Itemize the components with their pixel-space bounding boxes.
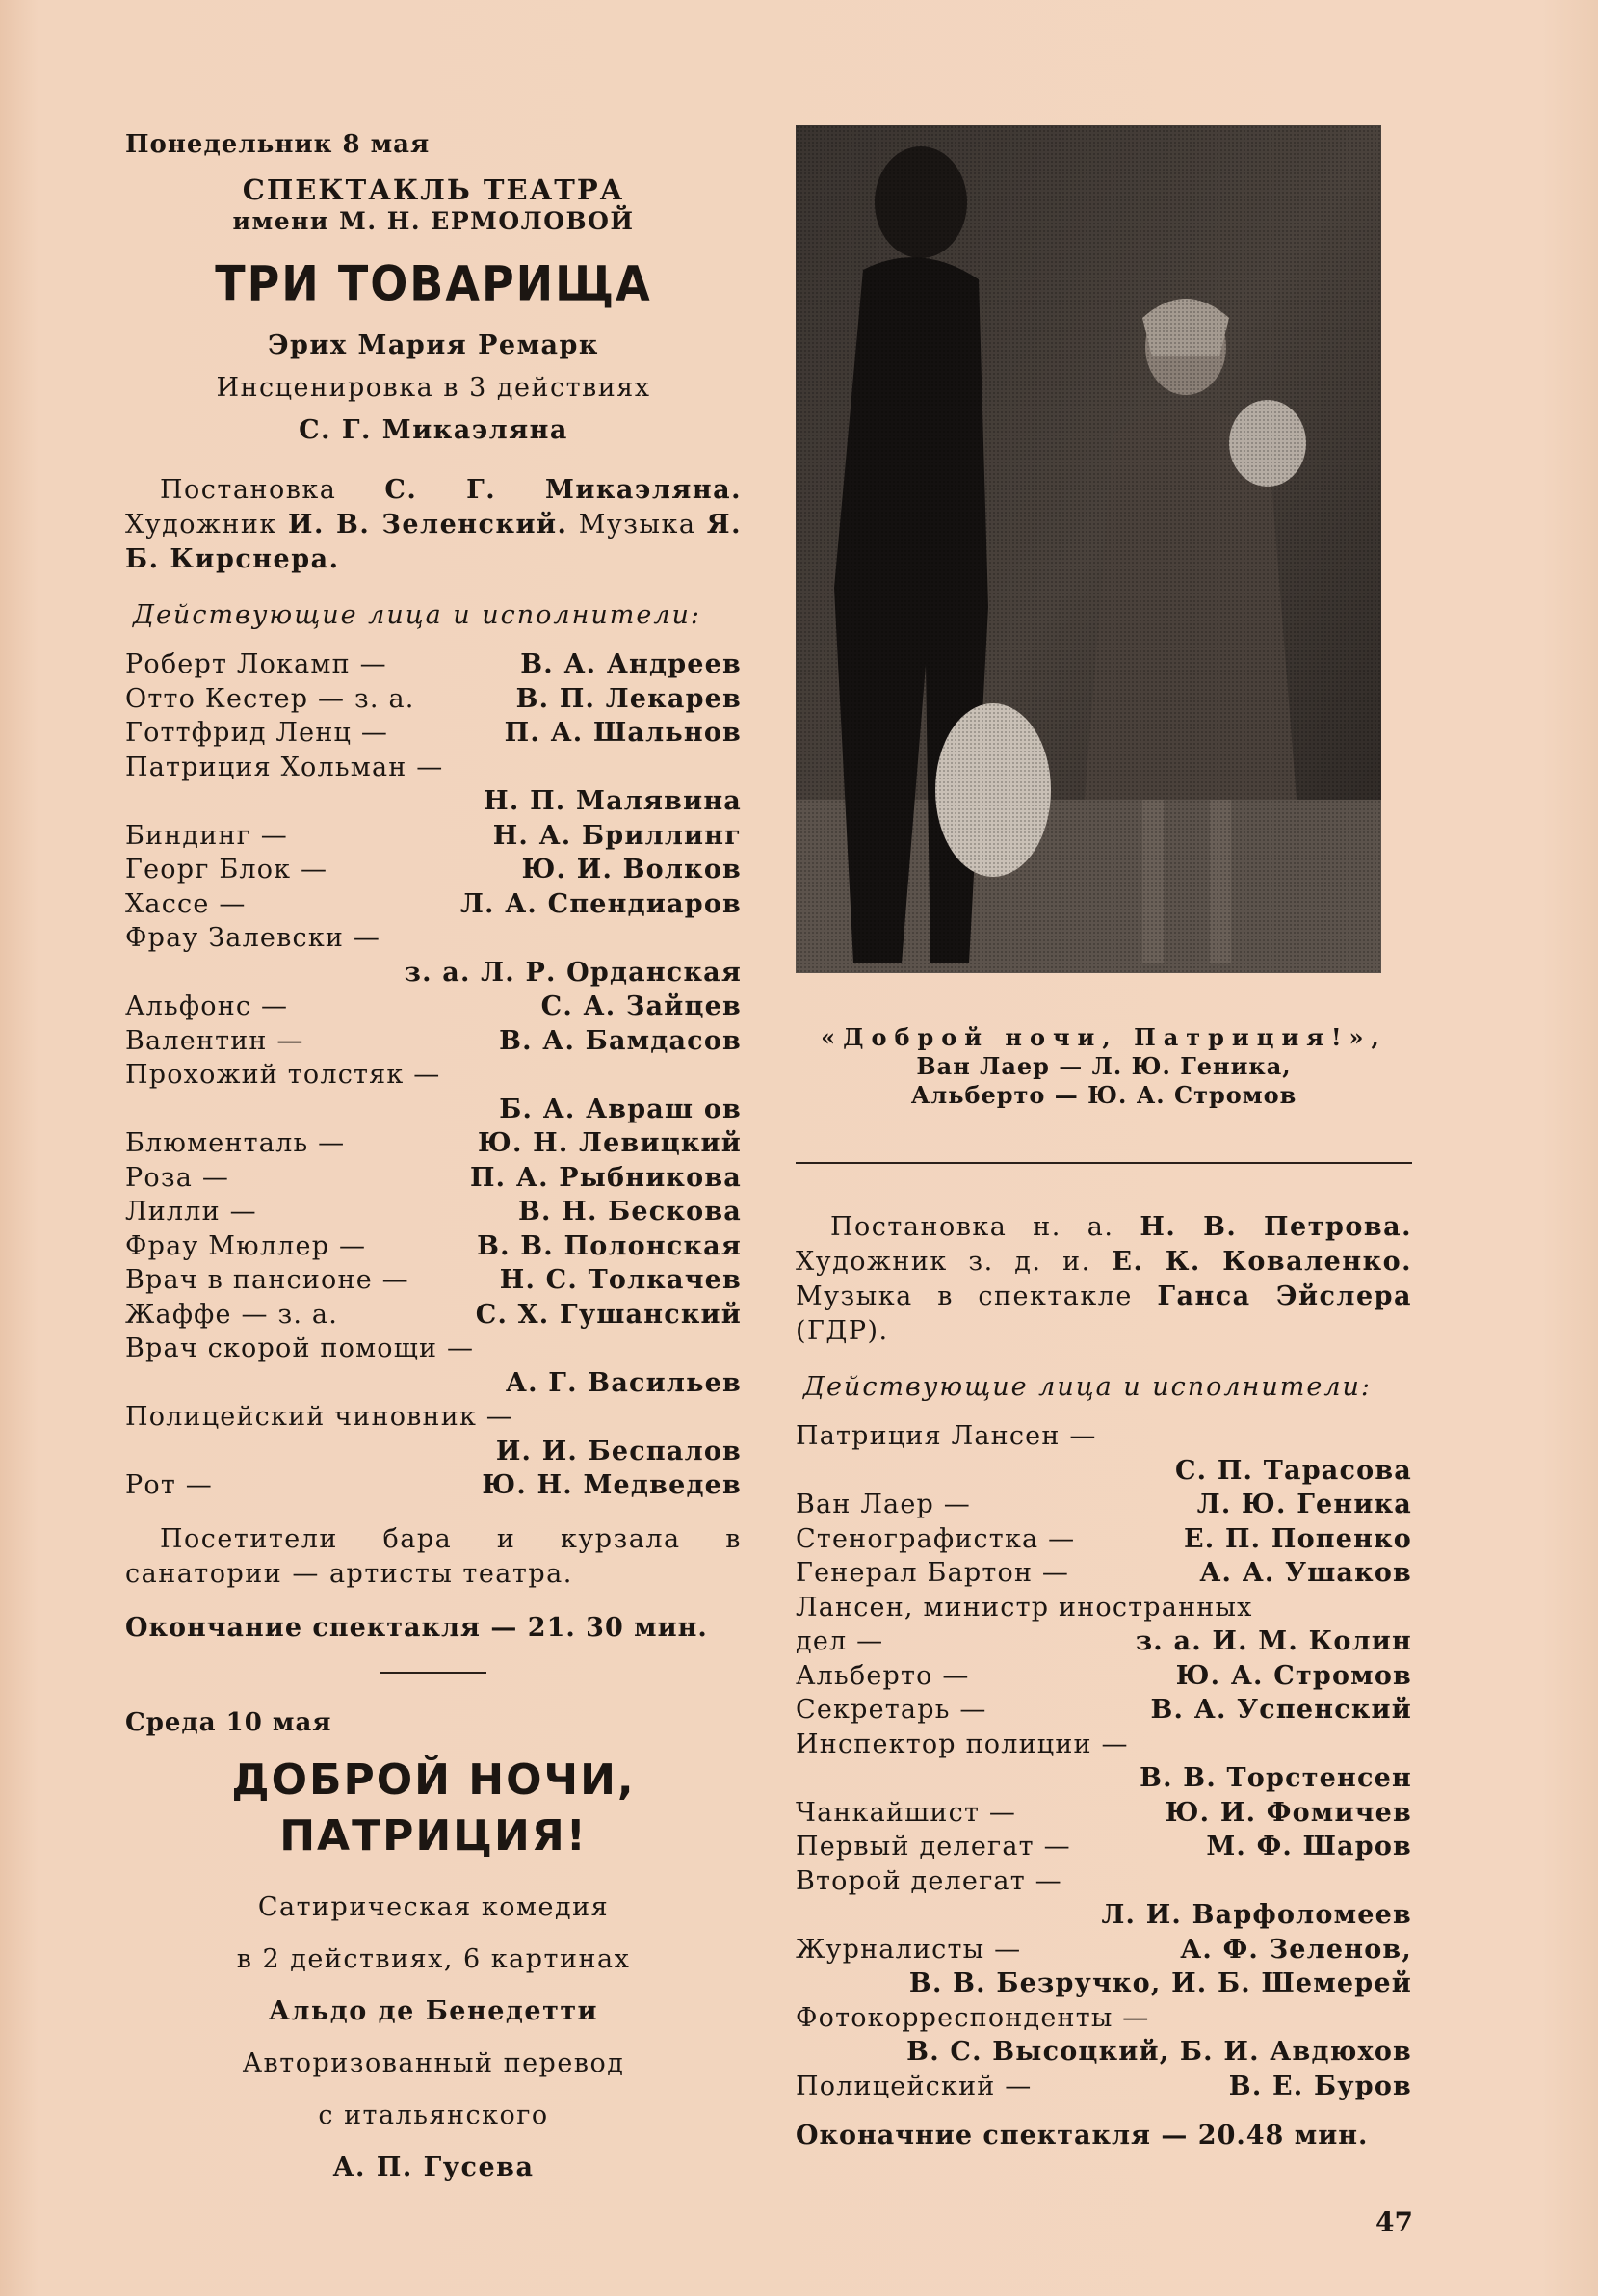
- play-translator: А. П. Гусева: [332, 2151, 535, 2182]
- cast-role: Лансен, министр иностранных: [796, 1592, 1253, 1623]
- end-time: Окончание спектакля — 21. 30 мин.: [125, 1612, 708, 1643]
- cast-actor: А. А. Ушаков: [1199, 1558, 1412, 1588]
- cast-actor: П. А. Шальнов: [504, 718, 742, 748]
- cast-actor: Ю. И. Волков: [521, 855, 742, 884]
- cast-role: Патриция Лансен —: [796, 1421, 1097, 1451]
- credits-text: Постановка: [160, 475, 385, 505]
- cast-actor: Ю. А. Стромов: [1175, 1660, 1412, 1691]
- cast-row: [125, 751, 742, 785]
- credits-text: (ГДР).: [796, 1316, 889, 1346]
- play-translation: Авторизованный перевод: [242, 2047, 625, 2078]
- cast-heading: Действующие лица и исполнители:: [803, 1372, 1373, 1402]
- cast-actor: В. Н. Бескова: [518, 1197, 742, 1227]
- play-author: Альдо де Бенедетти: [268, 1995, 599, 2026]
- play-title-line-2: ПАТРИЦИЯ!: [279, 1810, 588, 1861]
- cast-role: Полицейский чиновник —: [125, 1402, 514, 1432]
- cast-role: Чанкайшист —: [796, 1797, 1017, 1828]
- cast-actor: А. Ф. Зеленов,: [1180, 1934, 1412, 1965]
- cast-row: [796, 2001, 1412, 2036]
- cast-actor: В. А. Бамдасов: [499, 1025, 742, 1056]
- credits-director: Н. В. Петрова.: [1140, 1212, 1412, 1242]
- end-time: Оконачние спектакля — 20.48 мин.: [796, 2121, 1369, 2151]
- cast-row: [796, 1864, 1412, 1899]
- cast-actor: П. А. Рыбникова: [469, 1162, 742, 1193]
- cast-role: Фрау Мюллер —: [125, 1230, 367, 1261]
- cast-row: [796, 1830, 1412, 1864]
- cast-row: [125, 647, 742, 682]
- extras-text: Посетители бара и курзала в санатории — артисты театра.: [125, 1523, 742, 1589]
- cast-role: Прохожий толстяк —: [125, 1060, 441, 1090]
- cast-actor: Л. И. Варфоломеев: [1101, 1900, 1412, 1930]
- cast-actor: В. В. Безручко, И. Б. Шемерей: [908, 1968, 1412, 1998]
- cast-row: [796, 1761, 1412, 1796]
- cast-role: Фотокорреспонденты —: [796, 2002, 1150, 2033]
- cast-row: [125, 1468, 742, 1503]
- cast-row: [125, 1332, 742, 1366]
- play-title-three-comrades: ТРИ ТОВАРИЩА: [215, 254, 652, 312]
- cast-row: [125, 956, 742, 990]
- cast-actor: з. а. И. М. Колин: [1135, 1626, 1412, 1656]
- credits-text: Художник: [125, 510, 289, 540]
- cast-row: [125, 1161, 742, 1196]
- cast-actor: Л. Ю. Геника: [1196, 1490, 1412, 1519]
- cast-actor: М. Ф. Шаров: [1206, 1832, 1412, 1861]
- cast-row: [125, 819, 742, 854]
- cast-row: [796, 1796, 1412, 1831]
- cast-role: Биндинг —: [125, 820, 288, 851]
- caption-line-3: Альберто — Ю. А. Стромов: [910, 1081, 1297, 1109]
- cast-actor: Е. П. Попенко: [1184, 1523, 1412, 1554]
- cast-role: Блюменталь —: [125, 1128, 346, 1158]
- cast-row: [125, 1366, 742, 1401]
- cast-row: [125, 887, 742, 922]
- cast-actor: Н. П. Малявина: [484, 786, 742, 816]
- cast-actor: С. П. Тарасова: [1174, 1455, 1412, 1486]
- cast-row: [125, 1093, 742, 1127]
- cast-row: [125, 716, 742, 751]
- cast-row: [796, 1933, 1412, 1967]
- cast-actor: Ю. И. Фомичев: [1165, 1797, 1412, 1828]
- cast-role: Готтфрид Ленц —: [125, 718, 389, 748]
- play-title-line-1: ДОБРОЙ НОЧИ,: [231, 1755, 636, 1805]
- cast-role: Патриция Хольман —: [125, 752, 444, 782]
- cast-role: Альфонс —: [125, 991, 289, 1021]
- right-column: [796, 125, 1412, 2151]
- credits-paragraph: [125, 473, 742, 577]
- cast-role: Полицейский —: [796, 2071, 1033, 2101]
- play-adapter: С. Г. Микаэляна: [299, 415, 568, 445]
- cast-row: [796, 1624, 1412, 1659]
- cast-actor: И. И. Беспалов: [495, 1436, 742, 1466]
- cast-row: [796, 2035, 1412, 2070]
- credits-text: Музыка: [567, 510, 707, 540]
- cast-role: дел —: [796, 1626, 884, 1656]
- cast-role: Отто Кестер — з. а.: [125, 683, 415, 714]
- cast-actor: Н. А. Бриллинг: [492, 820, 742, 851]
- cast-actor: А. Г. Васильев: [505, 1367, 742, 1398]
- theatre-line-1: СПЕКТАКЛЬ ТЕАТРА: [242, 173, 625, 206]
- cast-actor: В. Е. Буров: [1228, 2071, 1412, 2101]
- cast-row: [125, 1298, 742, 1333]
- cast-actor: Ю. Н. Левицкий: [478, 1128, 742, 1158]
- play-title-good-night-patricia: [125, 1753, 742, 1864]
- cast-actor: В. П. Лекарев: [515, 683, 742, 714]
- cast-actor: В. В. Полонская: [477, 1230, 742, 1261]
- cast-row: [796, 1556, 1412, 1591]
- credits-designer: И. В. Зеленский.: [288, 510, 568, 540]
- photo-caption: [796, 1023, 1412, 1110]
- cast-row: [796, 1898, 1412, 1933]
- play-genre: Сатирическая комедия: [257, 1891, 610, 1922]
- cast-row: [125, 682, 742, 717]
- cast-actor: Л. А. Спендиаров: [459, 888, 742, 919]
- cast-role: Жаффе — з. а.: [125, 1299, 339, 1330]
- cast-row: [796, 1419, 1412, 1454]
- cast-role: Генерал Бартон —: [796, 1558, 1070, 1588]
- cast-role: Лилли —: [125, 1197, 257, 1227]
- cast-role: Хассе —: [125, 888, 247, 919]
- cast-role: Валентин —: [125, 1025, 304, 1056]
- cast-role: Ван Лаер —: [796, 1490, 971, 1519]
- cast-row: [796, 1728, 1412, 1762]
- cast-row: [125, 1195, 742, 1229]
- cast-role: Врач в пансионе —: [125, 1265, 409, 1295]
- cast-row: [125, 1435, 742, 1469]
- cast-role: Альберто —: [796, 1660, 970, 1691]
- cast-row: [796, 1488, 1412, 1522]
- production-photo: [796, 125, 1381, 973]
- cast-role: Журналисты —: [796, 1934, 1022, 1965]
- credits-paragraph: [796, 1210, 1412, 1349]
- credits-text: Музыка в спектакле: [796, 1281, 1158, 1311]
- play-translation-from: с итальянского: [318, 2099, 549, 2130]
- cast-list: [796, 1419, 1412, 2103]
- cast-row: [796, 2070, 1412, 2104]
- caption-line-2: Ван Лаер — Л. Ю. Геника,: [916, 1052, 1292, 1080]
- cast-heading: Действующие лица и исполнители:: [133, 600, 702, 630]
- cast-role: Рот —: [125, 1470, 213, 1500]
- credits-director: С. Г. Микаэляна.: [384, 475, 742, 505]
- cast-row: [796, 1693, 1412, 1728]
- play-acts: в 2 действиях, 6 картинах: [236, 1943, 631, 1974]
- cast-role: Георг Блок —: [125, 855, 328, 884]
- cast-actor: з. а. Л. Р. Орданская: [404, 957, 742, 988]
- cast-row: [796, 1591, 1412, 1625]
- cast-list: [125, 647, 742, 1503]
- cast-actor: В. А. Андреев: [520, 649, 742, 679]
- cast-role: Фрау Залевски —: [125, 923, 381, 953]
- cast-actor: В. С. Высоцкий, Б. И. Авдюхов: [906, 2037, 1412, 2067]
- cast-row: [125, 1229, 742, 1264]
- cast-row: [125, 1263, 742, 1298]
- credits-text: Художник з. д. и.: [796, 1247, 1113, 1277]
- credits-designer: Е. К. Коваленко.: [1112, 1247, 1412, 1277]
- cast-row: [796, 1966, 1412, 2001]
- credits-composer: Ганса Эйслера: [1157, 1281, 1412, 1311]
- cast-role: Врач скорой помощи —: [125, 1333, 475, 1363]
- theatre-line-2: имени М. Н. ЕРМОЛОВОЙ: [232, 207, 635, 235]
- cast-row: [125, 1058, 742, 1093]
- credits-text: Постановка н. а.: [830, 1212, 1140, 1242]
- cast-actor: С. Х. Гушанский: [475, 1299, 742, 1330]
- left-column: [125, 130, 742, 2194]
- cast-role: Роза —: [125, 1162, 230, 1193]
- day-heading-monday: Понедельник 8 мая: [125, 130, 431, 159]
- cast-role: Роберт Локамп —: [125, 649, 387, 679]
- play-adaptation: Инсценировка в 3 действиях: [216, 373, 651, 403]
- photo-illustration: [796, 125, 1381, 973]
- cast-actor: В. А. Успенский: [1150, 1695, 1412, 1725]
- caption-line-1: «Доброй ночи, Патриция!»,: [821, 1023, 1387, 1051]
- cast-role: Инспектор полиции —: [796, 1729, 1129, 1759]
- cast-row: [125, 853, 742, 887]
- cast-actor: Ю. Н. Медведев: [482, 1470, 742, 1500]
- credits-composer: Я. Б. Кирснера.: [125, 510, 743, 574]
- page-number: 47: [1375, 2206, 1413, 2238]
- cast-role: Второй делегат —: [796, 1865, 1062, 1896]
- cast-role: Секретарь —: [796, 1695, 987, 1725]
- cast-row: [796, 1659, 1412, 1694]
- divider: [796, 1162, 1412, 1164]
- cast-row: [796, 1454, 1412, 1489]
- cast-actor: В. В. Торстенсен: [1140, 1763, 1412, 1793]
- cast-actor: Н. С. Толкачев: [499, 1265, 742, 1295]
- cast-row: [125, 1400, 742, 1435]
- play-author: Эрих Мария Ремарк: [268, 330, 599, 360]
- cast-actor: С. А. Зайцев: [540, 991, 742, 1021]
- extras-paragraph: [125, 1522, 742, 1592]
- cast-row: [796, 1522, 1412, 1557]
- cast-role: Первый делегат —: [796, 1832, 1071, 1861]
- cast-role: Стенографистка —: [796, 1523, 1076, 1554]
- cast-row: [125, 921, 742, 956]
- day-heading-wednesday: Среда 10 мая: [125, 1707, 332, 1737]
- cast-actor: Б. А. Авраш ов: [499, 1094, 742, 1124]
- cast-row: [125, 1126, 742, 1161]
- cast-row: [125, 1024, 742, 1059]
- divider: [380, 1672, 486, 1674]
- cast-row: [125, 784, 742, 819]
- cast-row: [125, 990, 742, 1024]
